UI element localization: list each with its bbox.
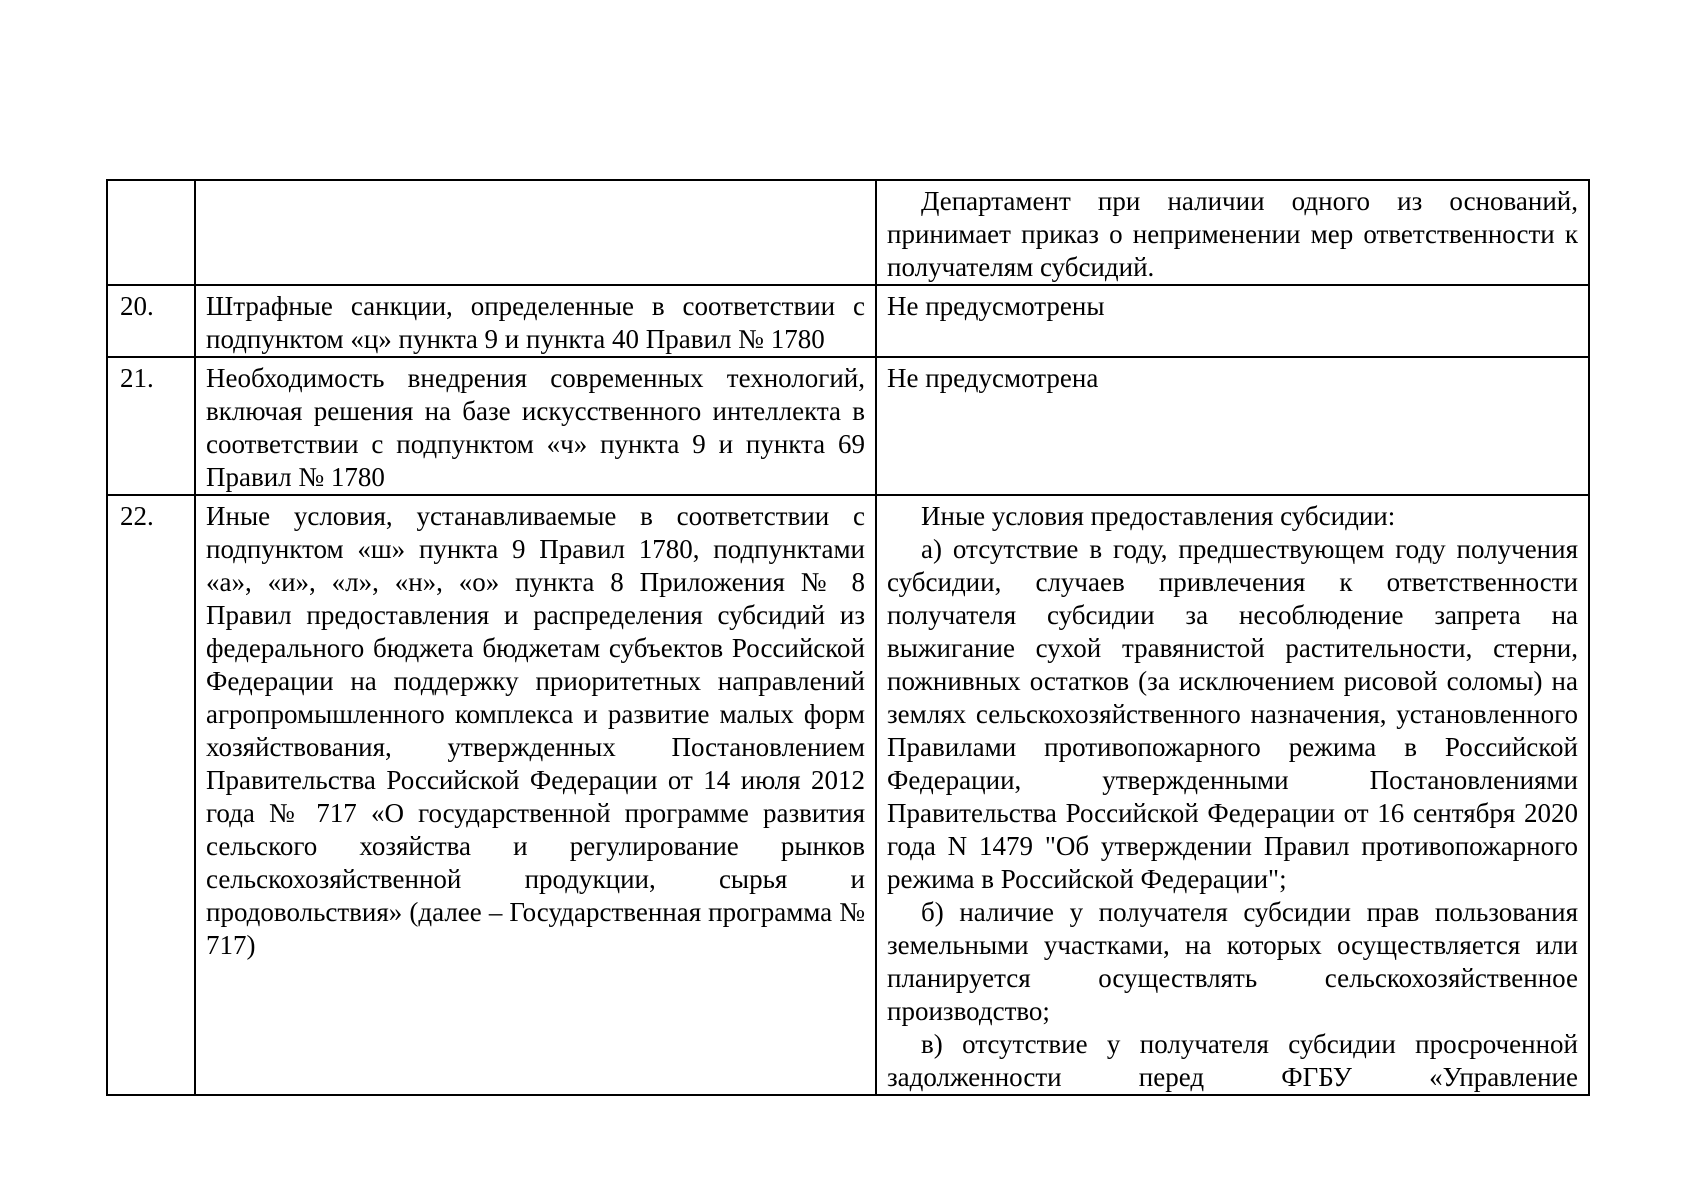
conditions-table [106, 179, 1590, 1096]
row-name: Иные условия, устанавливаемые в соответствии с подпунктом «ш» пункта 9 Правил 1780, подпунктами «а», «и», «л», «н», «о» пункта 8 Приложения № 8 Правил предоставления и распределения субсидий из федерального бюджета бюджетам субъектов Российской Федерации на поддержку приоритетных направлений агропромышленного комплекса и развитие малых форм хозяйствования, утвержденных Постановлением Правительства Российской Федерации от 14 июля 2012 года № 717 «О государственной программе развития сельского хозяйства и регулирование рынков сельскохозяйственной продукции, сырья и продовольствия» (далее – Государственная программа № 717) [195, 495, 876, 1095]
row-name [195, 180, 876, 285]
value-paragraph: а) отсутствие в году, предшествующем году получения субсидии, случаев привлечения к ответственности получателя субсидии за несоблюдение запрета на выжигание сухой травянистой растительности, стерни, пожнивных остатков (за исключением рисовой соломы) на землях сельскохозяйственного назначения, установленного Правилами противопожарного режима в Российской Федерации, утвержденными Постановлениями Правительства Российской Федерации от 16 сентября 2020 года N 1479 "Об утверждении Правил противопожарного режима в Российской Федерации"; [887, 534, 1578, 894]
table-row [107, 180, 1589, 285]
row-value [876, 357, 1589, 495]
value-paragraph: Не предусмотрены [887, 291, 1105, 321]
row-value [876, 285, 1589, 357]
row-value [876, 495, 1589, 1095]
table-row [107, 285, 1589, 357]
value-paragraph: б) наличие у получателя субсидии прав пользования земельными участками, на которых осуществляется или планируется осуществлять сельскохозяйственное производство; [887, 897, 1578, 1026]
row-number: 21. [107, 357, 195, 495]
value-paragraph: Не предусмотрена [887, 363, 1099, 393]
row-value [876, 180, 1589, 285]
row-number: 20. [107, 285, 195, 357]
value-paragraph: Иные условия предоставления субсидии: [921, 501, 1396, 531]
table-row [107, 357, 1589, 495]
table-row [107, 495, 1589, 1095]
row-name: Необходимость внедрения современных технологий, включая решения на базе искусственного интеллекта в соответствии с подпунктом «ч» пункта 9 и пункта 69 Правил № 1780 [195, 357, 876, 495]
row-number: 22. [107, 495, 195, 1095]
value-paragraph: в) отсутствие у получателя субсидии просроченной задолженности перед ФГБУ «Управление [887, 1029, 1578, 1092]
row-number [107, 180, 195, 285]
row-name: Штрафные санкции, определенные в соответствии с подпунктом «ц» пункта 9 и пункта 40 Правил № 1780 [195, 285, 876, 357]
value-paragraph: Департамент при наличии одного из оснований, принимает приказ о неприменении мер ответственности к получателям субсидий. [887, 186, 1578, 282]
